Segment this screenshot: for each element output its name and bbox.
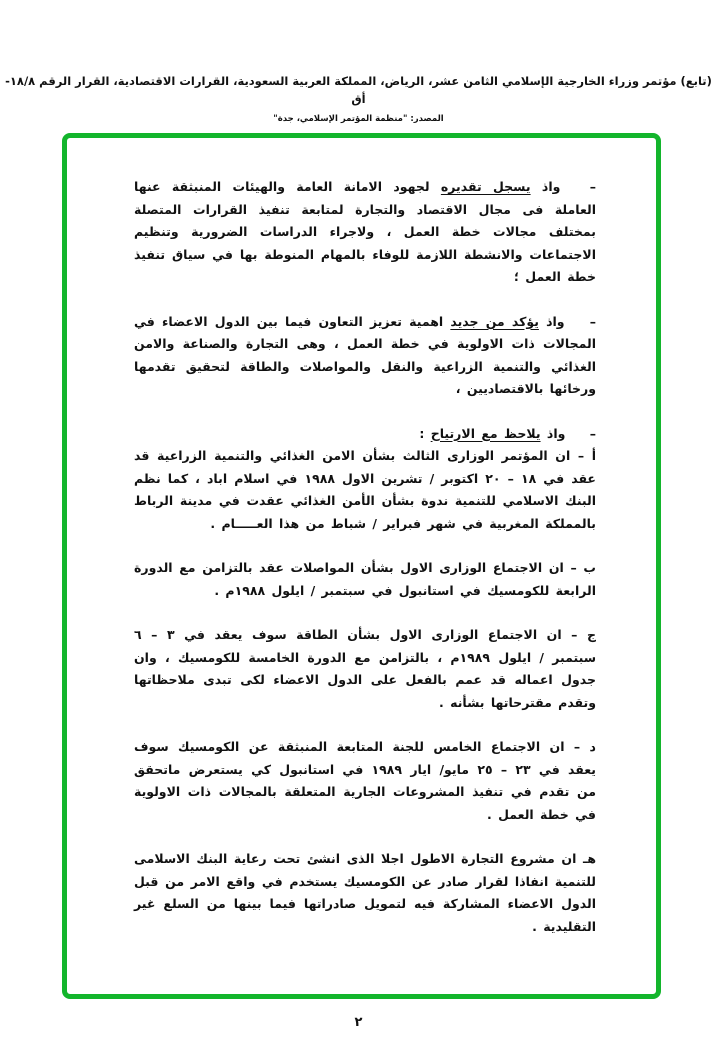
paragraph-underlined-phrase: يؤكد من جديد bbox=[450, 313, 539, 329]
paragraph-dash: – bbox=[589, 313, 596, 329]
document-source: المصدر: "منظمة المؤتمر الإسلامي، جدة" bbox=[273, 114, 444, 124]
document-body bbox=[134, 176, 596, 938]
paragraph-underlined-phrase: يسجل تقديره bbox=[440, 179, 531, 194]
preamble-paragraph bbox=[134, 176, 596, 289]
list-item-marker: ج – bbox=[571, 627, 596, 642]
paragraph-underlined-phrase: يلاحظ مع الارتياح bbox=[430, 425, 541, 441]
paragraph-text: : bbox=[419, 425, 425, 441]
list-item bbox=[134, 736, 596, 826]
preamble-paragraph bbox=[134, 311, 596, 401]
list-item bbox=[134, 624, 596, 714]
list-item-text: ان المؤتمر الوزارى الثالث بشأن الامن الغذائي والتنمية الزراعية قد عقد في ١٨ – ٢٠ اكتوبر / تشرين الاول ١٩٨٨ في اسلام اباد ، كما نظم البنك الاسلامي للتنمية ندوة بشأن الأمن الغذائي عقدت في مدينة الرباط بالمملكة المغربية في شهر فبراير / شباط من هذا العـــــام . bbox=[134, 448, 596, 531]
paragraph-lead: واذ bbox=[541, 179, 561, 194]
page-number: ٢ bbox=[354, 1015, 363, 1030]
preamble-paragraph bbox=[134, 423, 596, 446]
paragraph-text: لجهود الامانة العامة والهيئات المنبثقة عنها العاملة فى مجال الاقتصاد والتجارة لمتابعة تنفيذ القرارات المتصلة بمختلف مجالات خطة العمل ، ولاجراء الدراسات الضرورية وتنظيم الاجتماعات والانشطة اللازمة للوفاء بالمهام المنوطة بها في سياق تنفيذ خطة العمل ؛ bbox=[134, 179, 596, 284]
paragraph-text: اهمية تعزيز التعاون فيما بين الدول الاعضاء في المجالات ذات الاولوية في خطة العمل ، وهى التجارة والصناعة والامن الغذائي والتنمية الزراعية والنقل والمواصلات والطاقة لتحقيق تقدمها ورخائها بالاقتصاديين ، bbox=[134, 313, 596, 396]
document-title: (تابع) مؤتمر وزراء الخارجية الإسلامي الثامن عشر، الرياض، المملكة العربية السعودية، القرارات الاقتصادية، القرار الرقم ١٨/٨-أق bbox=[5, 74, 712, 106]
list-item bbox=[134, 557, 596, 602]
paragraph-lead: واذ bbox=[546, 313, 565, 329]
list-item bbox=[134, 848, 596, 938]
list-item-text: ان مشروع التجارة الاطول اجلا الذى انشئ تحت رعاية البنك الاسلامى للتنمية انفاذا لقرار صادر عن الكومسيك يستخدم في واقع الامر من قبل الدول الاعضاء المشاركة فيه لتمويل صادراتها فيما بينها من السلع غير التقليدية . bbox=[134, 851, 596, 934]
document-header bbox=[0, 72, 717, 126]
list-item-marker: هـ bbox=[583, 851, 596, 866]
list-item bbox=[134, 445, 596, 535]
list-item-marker: أ – bbox=[577, 448, 596, 463]
list-item-marker: د – bbox=[573, 739, 596, 754]
list-item-text: ان الاجتماع الوزارى الاول بشأن المواصلات عقد بالتزامن مع الدورة الرابعة للكومسيك في استانبول في سبتمبر / ايلول ١٩٨٨م . bbox=[134, 560, 596, 598]
paragraph-lead: واذ bbox=[546, 425, 566, 441]
list-item-text: ان الاجتماع الوزارى الاول بشأن الطاقة سوف يعقد في ٣ – ٦ سبتمبر / ايلول ١٩٨٩م ، بالتزامن مع الدورة الخامسة للكومسيك ، وان جدول اعماله قد عمم بالفعل على الدول الاعضاء لكى تبدى ملاحظاتها وتقدم مقترحاتها بشأنه . bbox=[134, 627, 596, 710]
paragraph-dash: – bbox=[589, 179, 596, 194]
list-item-text: ان الاجتماع الخامس للجنة المتابعة المنبثقة عن الكومسيك سوف يعقد في ٢٣ – ٢٥ مايو/ ايار ١٩٨٩ في استانبول كي يستعرض ماتحقق من تقدم في تنفيذ المشروعات الجارية المتعلقة بالمجالات ذات الاولوية في خطة العمل . bbox=[134, 739, 597, 822]
list-item-marker: ب – bbox=[570, 560, 596, 575]
paragraph-dash: – bbox=[589, 425, 596, 441]
